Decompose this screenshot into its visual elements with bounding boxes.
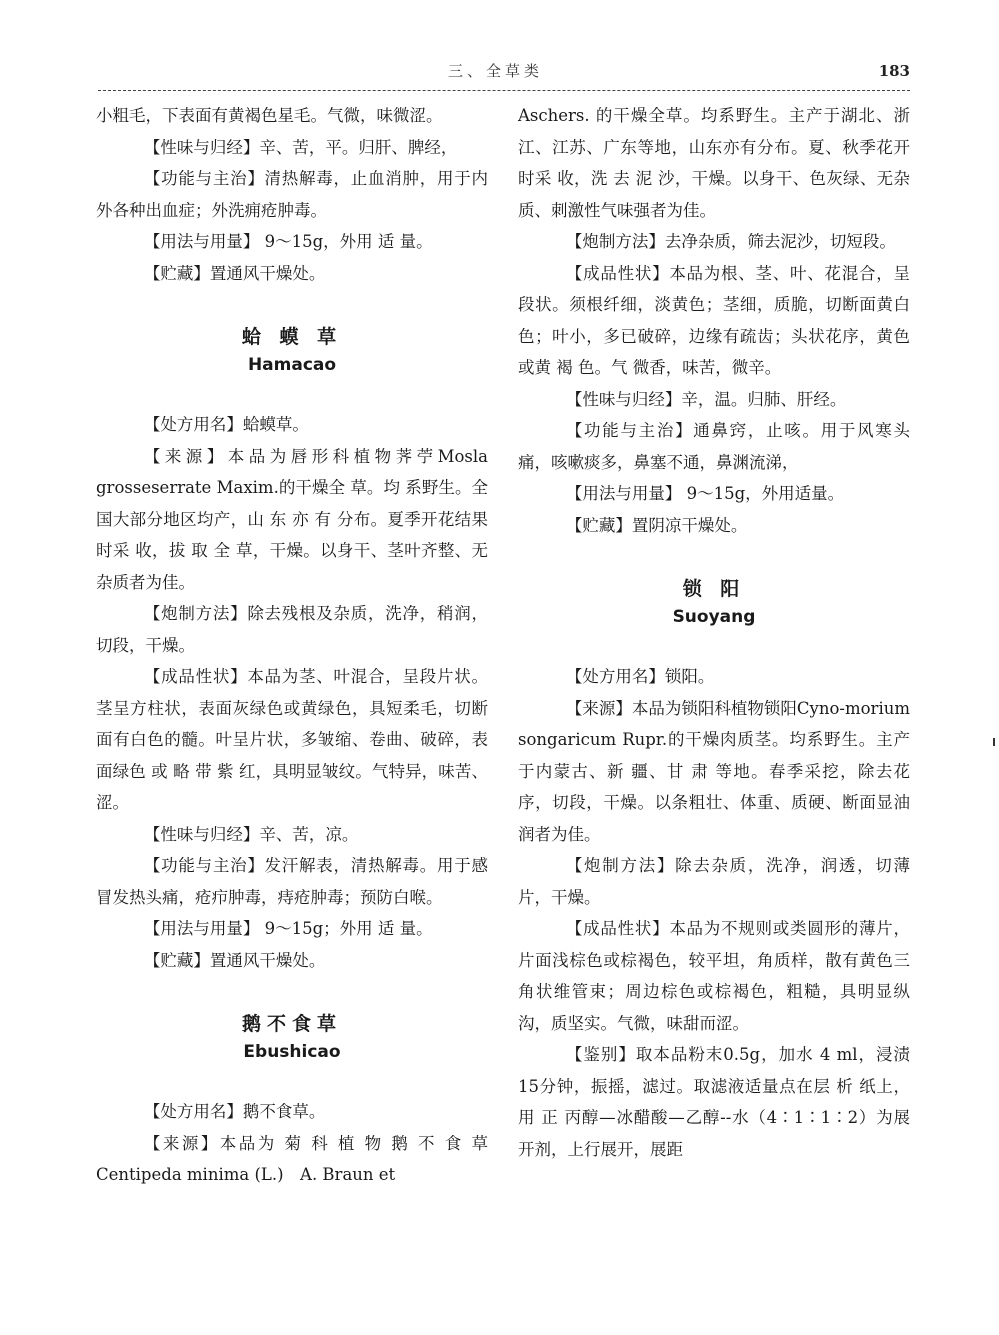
- continuation-text: Aschers. 的干燥全草。均系野生。主产于湖北、浙江、江苏、广东等地，山东亦有分布。夏、秋季花开时采 收，洗 去 泥 沙，干燥。以身干、色灰绿、无杂质、刺激性气味强者为佳。: [518, 106, 910, 220]
- entry-pinyin-ebushicao: Ebushicao: [243, 1042, 341, 1062]
- header-rule: [98, 90, 910, 91]
- field-paragraph: 【功能与主治】清热解毒，止血消肿，用于内外各种出血症；外洗痈疮肿毒。: [96, 169, 488, 220]
- field-paragraph: 【用法与用量】 9～15g，外用适量。: [565, 484, 845, 503]
- field-paragraph: 【功能与主治】发汗解表，清热解毒。用于感冒发热头痛，疮疖肿毒，痔疮肿毒；预防白喉。: [96, 856, 488, 907]
- spacer: [96, 379, 488, 409]
- running-header: [98, 60, 910, 84]
- running-title: 三、全草类: [448, 62, 544, 80]
- spacer: [518, 631, 910, 661]
- spacer: [518, 541, 910, 575]
- field-paragraph: 【处方用名】蛤蟆草。: [143, 415, 309, 434]
- field-paragraph: 【来源】本品为唇形科植物荠苧Mosla grosseserrate Maxim.的干燥全 草。均 系野生。全国大部分地区均产，山 东 亦 有 分布。夏季开花结果时采 收，拔 取 全 草，干燥。以身干、茎叶齐整、无杂质者为佳。: [96, 446, 488, 592]
- field-paragraph: 【处方用名】鹅不食草。: [143, 1102, 326, 1121]
- field-paragraph: 【处方用名】锁阳。: [565, 667, 715, 686]
- entry-pinyin-hamacao: Hamacao: [247, 355, 337, 375]
- entry-title-ebushicao: 鹅不食草: [241, 1013, 342, 1035]
- page-number: 183: [878, 62, 910, 80]
- left-column: [96, 100, 488, 1191]
- field-paragraph: 【用法与用量】 9～15g，外用 适 量。: [143, 232, 433, 251]
- entry-pinyin-suoyang: Suoyang: [672, 607, 756, 627]
- field-paragraph: 【成品性状】本品为茎、叶混合，呈段片状。茎呈方柱状，表面灰绿色或黄绿色，具短柔毛，切断面有白色的髓。叶呈片状，多皱缩、卷曲、破碎，表面绿色 或 略 带 紫 红，具明显皱纹。气特异，味苦、涩。: [96, 667, 488, 812]
- field-paragraph: 【性味与归经】辛、苦，平。归肝、脾经，: [143, 137, 458, 157]
- field-paragraph: 【用法与用量】 9～15g；外用 适 量。: [143, 919, 433, 938]
- field-paragraph: 【来源】本品为 菊 科 植 物 鹅 不 食 草 Centipeda minima (L.) A. Braun et: [96, 1133, 488, 1184]
- spacer: [96, 976, 488, 1010]
- field-paragraph: 【性味与归经】辛、苦，凉。: [143, 824, 359, 844]
- field-paragraph: 【来源】本品为锁阳科植物锁阳Cyno-morium songaricum Rupr.的干燥肉质茎。均系野生。主产于内蒙古、新 疆、甘 肃 等地。春季采挖，除去花序，切段，干燥。以条粗壮、体重、质硬、断面显油润者为佳。: [518, 698, 910, 844]
- field-paragraph: 【贮藏】置通风干燥处。: [143, 950, 326, 970]
- margin-scan-mark: [993, 738, 995, 746]
- field-paragraph: 【贮藏】置阴凉干燥处。: [565, 515, 748, 535]
- field-paragraph: 【贮藏】置通风干燥处。: [143, 263, 326, 283]
- continuation-text: 小粗毛，下表面有黄褐色星毛。气微，味微涩。: [96, 106, 443, 125]
- field-paragraph: 【功能与主治】通鼻窍，止咳。用于风寒头痛，咳嗽痰多，鼻塞不通，鼻渊流涕，: [518, 421, 910, 472]
- field-paragraph: 【成品性状】本品为不规则或类圆形的薄片，片面浅棕色或棕褐色，较平坦，角质样，散有黄色三角状维管束；周边棕色或棕褐色，粗糙，具明显纵沟，质坚实。气微，味甜而涩。: [518, 919, 910, 1033]
- right-column: [518, 100, 910, 1165]
- field-paragraph: 【炮制方法】除去杂质，洗净，润透，切薄片，干燥。: [518, 856, 910, 907]
- field-paragraph: 【炮制方法】除去残根及杂质，洗净，稍润，切段，干燥。: [96, 604, 488, 655]
- field-paragraph: 【性味与归经】辛，温。归肺、肝经。: [565, 389, 847, 409]
- spacer: [96, 1066, 488, 1096]
- field-paragraph: 【成品性状】本品为根、茎、叶、花混合，呈段状。须根纤细，淡黄色；茎细，质脆，切断面黄白色；叶小，多已破碎，边缘有疏齿；头状花序，黄色或黄 褐 色。气 微香，味苦，微辛。: [518, 263, 910, 377]
- field-paragraph: 【鉴别】取本品粉末0.5g，加水 4 ml，浸渍15分钟，振摇，滤过。取滤液适量点在层 析 纸上，用 正 丙醇—冰醋酸—乙醇--水（4∶1∶1∶2）为展开剂，上行展开，展距: [518, 1045, 910, 1159]
- entry-title-hamacao: 蛤 蟆 草: [241, 326, 343, 348]
- entry-title-suoyang: 锁 阳: [682, 578, 746, 600]
- spacer: [96, 289, 488, 323]
- field-paragraph: 【炮制方法】去净杂质，筛去泥沙，切短段。: [565, 232, 896, 251]
